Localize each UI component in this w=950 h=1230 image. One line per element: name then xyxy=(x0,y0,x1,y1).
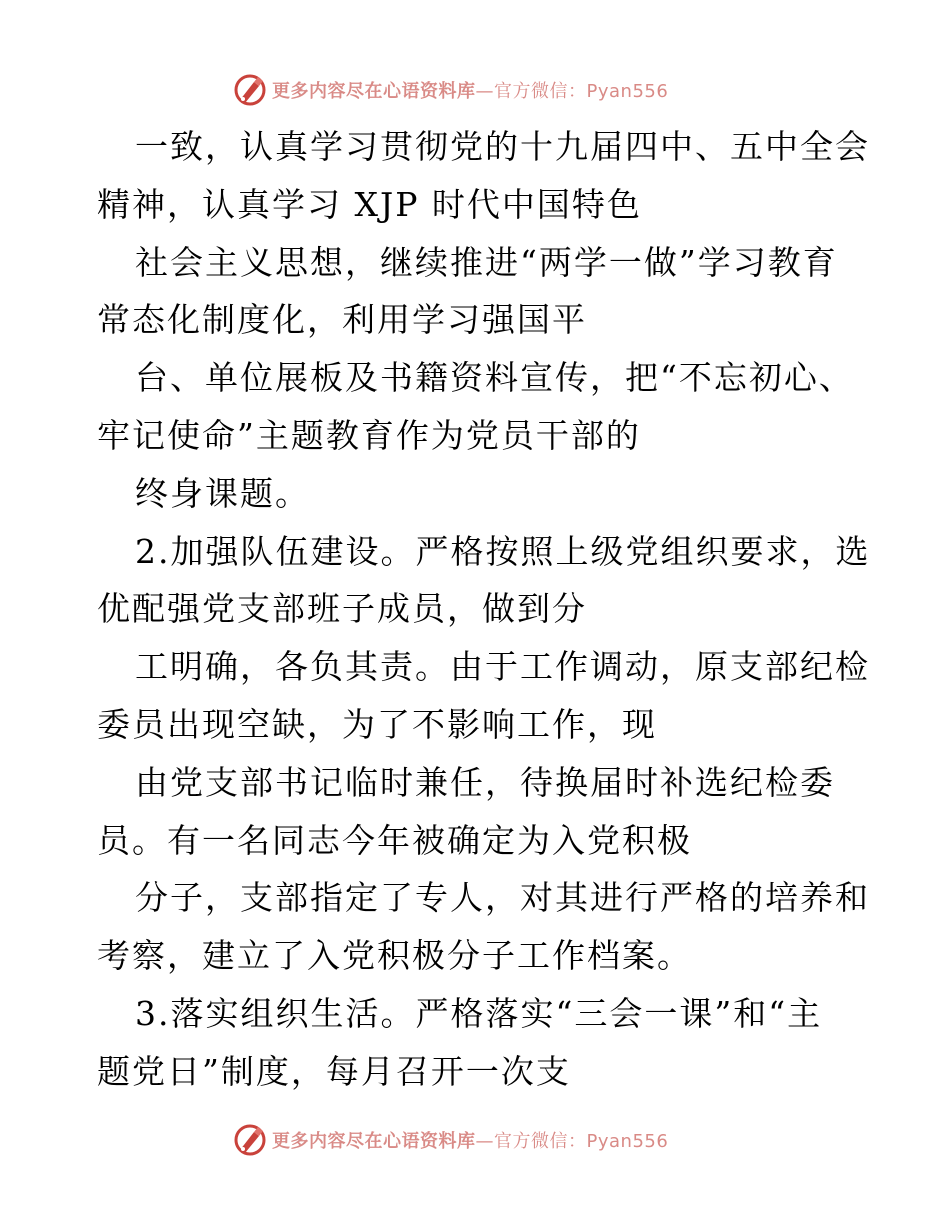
watermark-text-left: 更多内容尽在心语资料库 xyxy=(272,81,476,102)
text-line: 3.落实组织生活。严格落实“三会一课”和“主 xyxy=(135,993,823,1033)
text-line: 一致，认真学习贯彻党的十九届四中、五中全会 xyxy=(135,127,870,166)
text-line: 社会主义思想，继续推进“两学一做”学习教育 xyxy=(135,242,838,282)
text-line: 牢记使命”主题教育作为党员干部的 xyxy=(97,415,641,455)
text-line: 优配强党支部班子成员，做到分 xyxy=(97,589,587,629)
text-line: 由党支部书记临时兼任，待换届时补选纪检委 xyxy=(135,762,835,802)
document-body xyxy=(97,118,871,1101)
watermark-text-left: 更多内容尽在心语资料库 xyxy=(272,1131,476,1152)
watermark-text xyxy=(272,1127,668,1153)
watermark-text-right: —官方微信：Pyan556 xyxy=(475,81,669,102)
text-line: 终身课题。 xyxy=(135,473,310,513)
text-line: 精神，认真学习 XJP 时代中国特色 xyxy=(97,184,642,224)
watermark-text xyxy=(272,77,668,103)
text-line: 台、单位展板及书籍资料宣传，把“不忘初心、 xyxy=(135,358,854,398)
watermark-text-right: —官方微信：Pyan556 xyxy=(475,1131,669,1152)
pen-logo-icon xyxy=(232,1122,268,1158)
text-line: 考察，建立了入党积极分子工作档案。 xyxy=(97,936,692,976)
footer-watermark-banner xyxy=(232,1120,668,1160)
text-line: 员。有一名同志今年被确定为入党积极 xyxy=(97,820,692,860)
text-line: 工明确，各负其责。由于工作调动，原支部纪检 xyxy=(135,647,870,687)
text-line: 2.加强队伍建设。严格按照上级党组织要求，选 xyxy=(135,531,871,571)
text-line: 分子，支部指定了专人，对其进行严格的培养和 xyxy=(135,878,870,918)
text-line: 题党日”制度，每月召开一次支 xyxy=(97,1051,571,1091)
text-line: 常态化制度化，利用学习强国平 xyxy=(97,300,587,340)
header-watermark-banner xyxy=(232,70,668,110)
pen-logo-icon xyxy=(232,72,268,108)
text-line: 委员出现空缺，为了不影响工作，现 xyxy=(97,704,657,744)
